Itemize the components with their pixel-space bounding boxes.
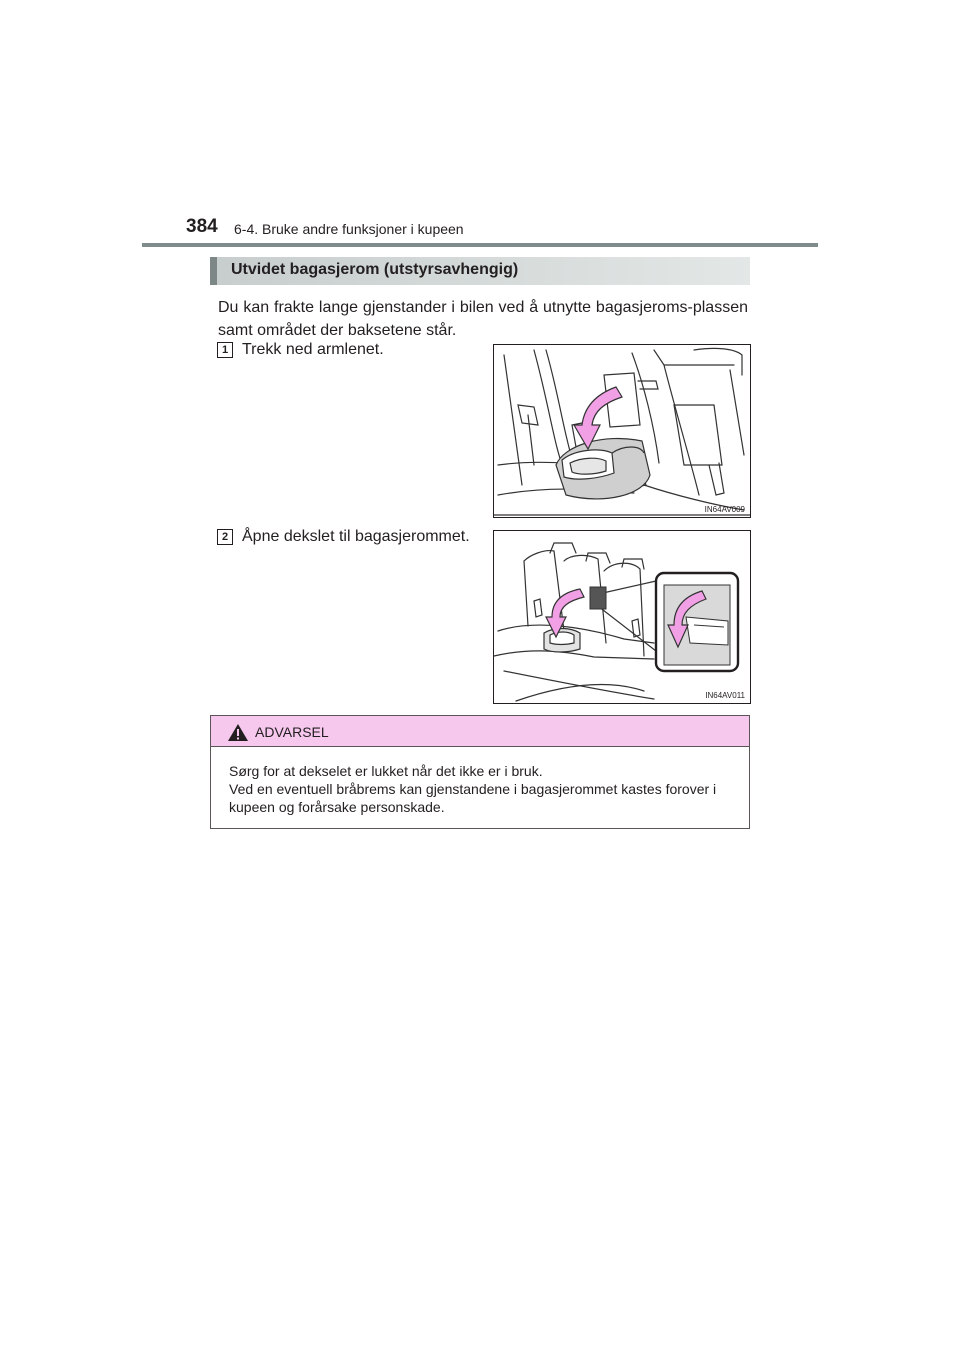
warning-text — [229, 762, 741, 816]
step-badge-2: 2 — [217, 529, 233, 545]
section-title: Utvidet bagasjerom (utstyrsavhengig) — [231, 261, 519, 278]
chapter-title: 6-4. Bruke andre funksjoner i kupeen — [234, 221, 464, 237]
figure-armrest — [493, 344, 751, 518]
step-text-1: Trekk ned armlenet. — [242, 341, 384, 358]
step-badge-1: 1 — [217, 342, 233, 358]
section-heading-bar — [210, 257, 750, 285]
warning-header — [211, 716, 749, 747]
intro-paragraph: Du kan frakte lange gjenstander i bilen ved å utnytte bagasjeroms-plassen samt området der baksetene står. — [218, 299, 748, 339]
warning-line-1: Sørg for at dekselet er lukket når det ikke er i bruk. — [229, 763, 543, 779]
zoom-callout — [656, 573, 738, 671]
armrest-shape — [556, 438, 650, 498]
trunk-cover-illustration — [494, 531, 750, 703]
warning-line-2: Ved en eventuell bråbrems kan gjenstandene i bagasjerommet kastes forover i kupeen og forårsake personskade. — [229, 781, 717, 815]
page-number: 384 — [186, 216, 218, 237]
step-text-2: Åpne dekslet til bagasjerommet. — [242, 528, 470, 545]
trunk-opening — [590, 587, 606, 609]
armrest-illustration — [494, 345, 750, 517]
warning-triangle-icon — [227, 723, 249, 742]
figure-trunk-cover — [493, 530, 751, 704]
warning-title: ADVARSEL — [255, 724, 329, 740]
warning-box — [210, 715, 750, 829]
figure-code-2: IN64AV011 — [705, 691, 745, 700]
figure-code-1: IN64AV009 — [704, 505, 745, 514]
header-rule — [142, 243, 818, 247]
